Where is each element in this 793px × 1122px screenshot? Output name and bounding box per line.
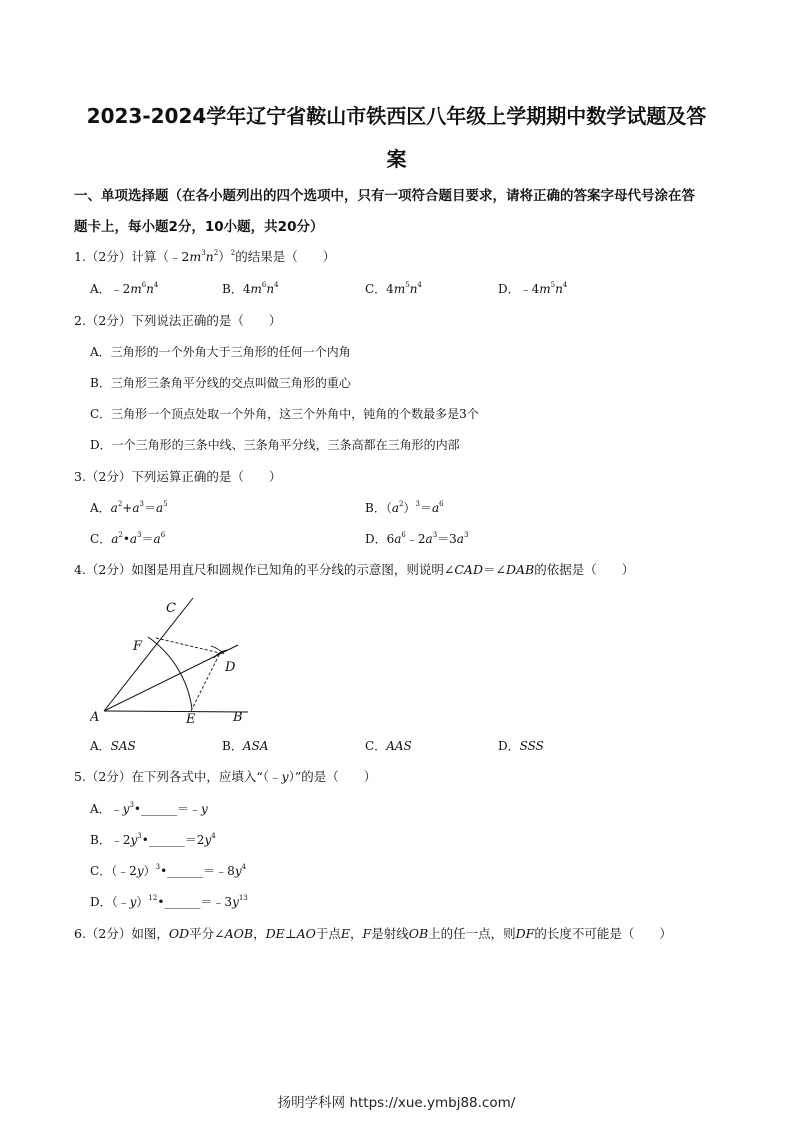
- opt-exp: 3: [155, 863, 161, 871]
- q5-option-d[interactable]: [90, 893, 248, 911]
- q2-option-c[interactable]: C．三角形一个顶点处取一个外角，这三个外角中，钝角的个数最多是3个: [90, 407, 479, 421]
- q6-var: E: [340, 926, 350, 941]
- opt-text: ＝: [141, 532, 154, 546]
- q6-text: ⊥: [284, 926, 297, 941]
- opt-text: C．: [365, 739, 387, 753]
- opt-exp: 2: [118, 531, 123, 539]
- q3-option-b[interactable]: [365, 499, 444, 517]
- opt-exp: 3: [129, 801, 134, 809]
- opt-text: ＝2: [184, 833, 205, 847]
- opt-var: y: [136, 864, 144, 878]
- opt-exp: 5: [163, 500, 168, 508]
- q1-exp: 3: [201, 249, 206, 257]
- segment-fd: [156, 638, 220, 653]
- opt-var: y: [130, 833, 138, 847]
- q6-text: 平分∠: [189, 926, 225, 941]
- q1-option-d[interactable]: [498, 280, 567, 298]
- opt-exp: 5: [550, 281, 556, 289]
- opt-exp: 4: [562, 281, 568, 289]
- q6-text: 于点: [315, 926, 341, 941]
- opt-text: ）: [143, 864, 156, 878]
- q5-option-a[interactable]: [90, 800, 208, 818]
- q1-exp: 2: [230, 249, 236, 257]
- q4-option-d[interactable]: [498, 737, 544, 755]
- opt-var: a: [431, 501, 440, 515]
- arc-fe: [148, 637, 192, 709]
- opt-var: a: [111, 532, 119, 546]
- opt-var: n: [146, 282, 154, 296]
- opt-var: m: [539, 282, 551, 296]
- q6-var: OB: [408, 926, 429, 941]
- opt-exp: 3: [415, 500, 420, 508]
- opt-text: B．4: [222, 282, 251, 296]
- opt-blank: •______: [160, 864, 204, 878]
- opt-var: a: [129, 532, 138, 546]
- opt-text: A．﹣: [90, 802, 123, 816]
- q6-text: 的长度不可能是（ ）: [534, 926, 672, 941]
- opt-var: y: [232, 895, 239, 909]
- opt-text: ﹣2: [405, 532, 426, 546]
- question-4-stem: [74, 561, 734, 579]
- q6-var: DE: [265, 926, 285, 941]
- opt-exp: 3: [139, 500, 144, 508]
- opt-text: A．﹣2: [90, 282, 131, 296]
- q3-option-d[interactable]: [365, 530, 468, 548]
- opt-text: C．（﹣2: [90, 864, 137, 878]
- q2-option-a[interactable]: A．三角形的一个外角大于三角形的任何一个内角: [90, 345, 351, 359]
- q2-option-b[interactable]: B．三角形三条角平分线的交点叫做三角形的重心: [90, 376, 351, 390]
- opt-var: a: [132, 501, 140, 515]
- opt-var: m: [393, 282, 406, 296]
- opt-value: SSS: [519, 739, 544, 753]
- q6-text: 是射线: [371, 926, 409, 941]
- opt-var: a: [153, 532, 161, 546]
- q1-var-m: m: [189, 249, 202, 264]
- opt-var: a: [156, 501, 164, 515]
- q1-text: ）: [218, 249, 231, 264]
- opt-exp: 13: [238, 894, 248, 902]
- opt-exp: 4: [241, 863, 247, 871]
- label-f: F: [133, 639, 143, 654]
- opt-text: ＝: [419, 501, 432, 515]
- opt-var: a: [391, 501, 399, 515]
- q2-option-d[interactable]: D．一个三角形的三条中线、三条角平分线，三条高都在三角形的内部: [90, 438, 460, 452]
- q6-var: F: [362, 926, 372, 941]
- opt-var: a: [425, 532, 433, 546]
- q1-exp: 2: [213, 249, 219, 257]
- opt-exp: 4: [153, 281, 159, 289]
- opt-text: ＝﹣8: [203, 864, 235, 878]
- q5-text: ）”的是（ ）: [288, 769, 377, 784]
- question-2-stem: 2.（2分）下列说法正确的是（ ）: [74, 313, 282, 328]
- exam-title-line-2: 案: [386, 147, 407, 171]
- opt-text: C．: [90, 532, 112, 546]
- opt-exp: 3: [137, 832, 142, 840]
- opt-text: B．（: [365, 501, 392, 515]
- exam-title-line-1: 2023-2024学年辽宁省鞍山市铁西区八年级上学期期中数学试题及答: [86, 104, 707, 128]
- label-d: D: [225, 660, 236, 675]
- section-heading-line-1: 一、单项选择题（在各小题列出的四个选项中，只有一项符合题目要求，请将正确的答案字母代号涂在答: [74, 188, 695, 204]
- opt-exp: 6: [261, 281, 267, 289]
- ray-ac: [104, 598, 193, 711]
- q4-angle-cad: CAD: [454, 562, 483, 577]
- angle-bisector-construction-figure: [90, 596, 260, 728]
- opt-var: n: [409, 282, 418, 296]
- opt-var: n: [555, 282, 563, 296]
- opt-exp: 2: [398, 500, 404, 508]
- q1-option-b[interactable]: [222, 280, 279, 298]
- label-b: B: [233, 710, 243, 725]
- q6-var: AO: [296, 926, 316, 941]
- q1-option-a[interactable]: [90, 280, 158, 298]
- opt-text: ＝﹣3: [200, 895, 233, 909]
- q6-var: AOB: [224, 926, 254, 941]
- q6-text: 上的任一点，则: [428, 926, 516, 941]
- q4-angle-dab: DAB: [505, 562, 535, 577]
- opt-var: m: [250, 282, 262, 296]
- q4-option-b[interactable]: [222, 737, 268, 755]
- opt-var: a: [456, 532, 464, 546]
- opt-var: y: [204, 833, 212, 847]
- footer-watermark-link[interactable]: 扬明学科网 https://xue.ymbj88.com/: [277, 1095, 516, 1111]
- opt-blank: •______: [141, 833, 185, 847]
- q5-var-y: y: [281, 769, 289, 784]
- q6-text: ，: [253, 926, 266, 941]
- label-a: A: [90, 710, 100, 725]
- opt-text: B．: [222, 739, 243, 753]
- opt-exp: 3: [137, 531, 142, 539]
- opt-text: D．6: [365, 532, 395, 546]
- q6-var: OD: [168, 926, 190, 941]
- opt-exp: 12: [148, 894, 158, 902]
- opt-exp: 6: [141, 281, 147, 289]
- opt-exp: 5: [405, 281, 410, 289]
- q5-option-c[interactable]: [90, 862, 246, 880]
- opt-exp: 3: [463, 531, 469, 539]
- opt-value: SAS: [110, 739, 136, 753]
- opt-var: n: [266, 282, 275, 296]
- q3-option-c[interactable]: [90, 530, 165, 548]
- question-3-stem: 3.（2分）下列运算正确的是（ ）: [74, 469, 282, 484]
- opt-text: ＝: [143, 501, 156, 515]
- ray-ad: [104, 645, 238, 711]
- opt-var: a: [110, 501, 118, 515]
- opt-var: a: [394, 532, 402, 546]
- section-heading-line-2: 题卡上，每小题2分，10小题，共20分）: [74, 219, 324, 235]
- opt-text: ）: [403, 501, 416, 515]
- opt-value: AAS: [386, 739, 412, 753]
- opt-text: +: [122, 501, 133, 515]
- opt-text: ＝3: [437, 532, 457, 546]
- opt-var: y: [234, 864, 242, 878]
- segment-ed: [191, 653, 220, 711]
- label-c: C: [166, 601, 176, 616]
- opt-text: ）: [136, 895, 149, 909]
- opt-value: ASA: [242, 739, 269, 753]
- question-5-stem: [74, 768, 734, 786]
- q4-option-c[interactable]: [365, 737, 412, 755]
- q6-var: DF: [515, 926, 535, 941]
- opt-exp: 4: [274, 281, 279, 289]
- q1-text: 的结果是（ ）: [235, 249, 336, 264]
- opt-exp: 2: [117, 500, 123, 508]
- opt-var: y: [129, 895, 137, 909]
- q4-option-a[interactable]: [90, 737, 136, 755]
- opt-exp: 6: [160, 531, 166, 539]
- opt-text: ＝﹣: [177, 802, 202, 816]
- opt-exp: 6: [439, 500, 444, 508]
- opt-var: m: [130, 282, 142, 296]
- opt-exp: 6: [401, 531, 406, 539]
- q3-option-a[interactable]: [90, 499, 168, 517]
- opt-text: D．（﹣: [90, 895, 130, 909]
- q1-text: 1.（2分）计算（﹣2: [74, 249, 190, 264]
- opt-text: •: [122, 532, 130, 546]
- opt-var: y: [122, 802, 130, 816]
- opt-blank: •______: [157, 895, 201, 909]
- opt-exp: 4: [211, 832, 216, 840]
- opt-text: A．: [90, 739, 111, 753]
- opt-text: D．: [498, 739, 520, 753]
- opt-blank: •______: [133, 802, 177, 816]
- q6-text: 6.（2分）如图，: [74, 926, 169, 941]
- q4-text: 4.（2分）如图是用直尺和圆规作已知角的平分线的示意图，则说明∠: [74, 562, 455, 577]
- opt-text: C．4: [365, 282, 394, 296]
- q4-text: 的依据是（ ）: [534, 562, 635, 577]
- q1-var-n: n: [205, 249, 214, 264]
- q5-text: 5.（2分）在下列各式中，应填入“（﹣: [74, 769, 282, 784]
- q6-text: ，: [349, 926, 363, 941]
- question-1-stem: [74, 248, 734, 266]
- q5-option-b[interactable]: [90, 831, 216, 849]
- question-6-stem: [74, 925, 734, 943]
- q4-text: ＝∠: [482, 562, 506, 577]
- opt-exp: 3: [432, 531, 438, 539]
- label-e: E: [186, 712, 196, 727]
- opt-var: y: [201, 802, 208, 816]
- opt-text: D．﹣4: [498, 282, 540, 296]
- ray-ab: [104, 711, 248, 712]
- q1-option-c[interactable]: [365, 280, 422, 298]
- opt-text: A．: [90, 501, 111, 515]
- opt-exp: 4: [417, 281, 422, 289]
- opt-text: B．﹣2: [90, 833, 131, 847]
